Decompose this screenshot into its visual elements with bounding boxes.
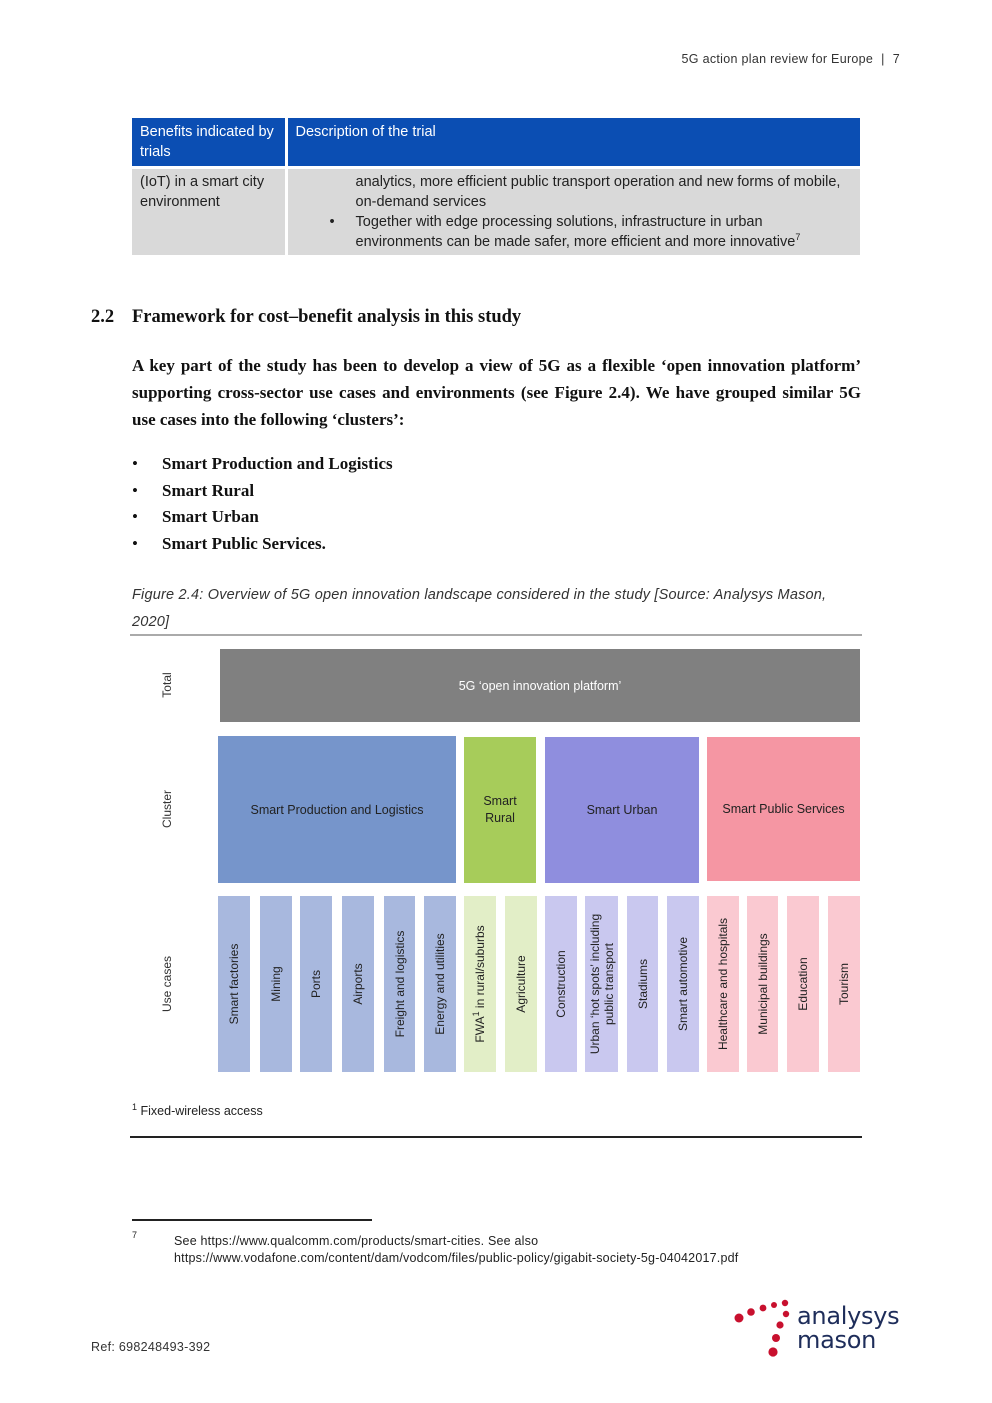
use-case-bar <box>828 896 860 1072</box>
cluster-label: Smart Urban <box>586 803 658 817</box>
analysys-mason-logo <box>733 1298 913 1360</box>
use-case-label: Stadiums <box>635 958 650 1010</box>
footnote-rule <box>132 1219 372 1221</box>
fwa-prefix: FWA <box>473 1016 487 1043</box>
logo-line: analysys <box>797 1302 900 1330</box>
use-case-bar <box>585 896 618 1072</box>
trial-benefits-table <box>132 118 860 255</box>
figure-note-text: Fixed-wireless access <box>140 1104 263 1118</box>
use-case-bar <box>424 896 456 1072</box>
logo-dots-icon <box>733 1298 797 1360</box>
bullet-text: Together with edge processing solutions, infrastructure in urban environments can be made safer, more efficient and more innovative <box>355 214 796 250</box>
figure-caption: Figure 2.4: Overview of 5G open innovation landscape considered in the study [Source: Analysys Mason, 2020] <box>132 587 827 630</box>
use-case-bar <box>218 896 250 1072</box>
use-case-label: Airports <box>351 963 365 1005</box>
use-case-bar <box>707 896 739 1072</box>
use-case-bar <box>545 896 577 1072</box>
use-case-label: Smart factories <box>227 943 241 1025</box>
figure-note <box>132 1101 263 1118</box>
fwa-suffix: in rural/suburbs <box>473 925 487 1012</box>
footnote-text <box>174 1233 738 1267</box>
use-case-label: Smart automotive <box>676 936 690 1032</box>
benefit-cell: (IoT) in a smart city environment <box>132 168 286 256</box>
list-item: • Smart Rural <box>132 481 393 508</box>
cluster-label: Smart Production and Logistics <box>250 802 424 817</box>
list-item: • Smart Production and Logistics <box>132 454 393 481</box>
column-header-description: Description of the trial <box>286 118 860 168</box>
logo-line: mason <box>797 1326 876 1354</box>
use-case-label: Construction <box>554 950 568 1018</box>
figure-note-number: 1 <box>132 1101 138 1112</box>
section-title: Framework for cost–benefit analysis in this study <box>132 307 522 327</box>
document-reference: Ref: 698248493-392 <box>91 1340 211 1354</box>
use-case-bar <box>260 896 292 1072</box>
footnote-line: https://www.vodafone.com/content/dam/vodcom/files/public-policy/gigabit-society-5g-04042017.pdf <box>174 1251 739 1265</box>
description-bullet <box>296 212 853 252</box>
cluster-list <box>132 454 393 561</box>
use-case-label: Urban ‘hot spots’ including public transport <box>587 913 616 1055</box>
use-case-label: Healthcare and hospitals <box>716 917 730 1051</box>
row-label-use-cases: Use cases <box>160 955 174 1013</box>
use-case-label: Energy and utilities <box>433 933 447 1035</box>
use-case-bar <box>627 896 658 1072</box>
use-case-bar <box>787 896 819 1072</box>
page-header <box>682 52 900 66</box>
section-number: 2.2 <box>91 307 115 327</box>
use-case-bar <box>667 896 699 1072</box>
document-title: 5G action plan review for Europe <box>681 52 874 66</box>
cluster-production-box <box>218 736 456 883</box>
page-number: 7 <box>892 52 900 66</box>
use-case-bar <box>464 896 496 1072</box>
use-case-label: Agriculture <box>514 955 528 1013</box>
section-paragraph: A key part of the study has been to develop a view of 5G as a flexible ‘open innovation platform’ supporting cross-sector use cases and environments (see Figure 2.4). We have grouped similar 5G use cases into the following ‘clusters’: <box>132 356 861 429</box>
use-case-bar <box>300 896 332 1072</box>
cluster-rural-box <box>464 737 536 883</box>
section-heading <box>91 307 521 328</box>
cluster-label: Smart Rural <box>483 794 517 825</box>
header-separator: | <box>881 52 885 66</box>
list-item: • Smart Public Services. <box>132 534 393 561</box>
use-case-bar <box>384 896 415 1072</box>
fwa-note-ref: 1 <box>471 1011 481 1017</box>
bullet-icon: • <box>329 214 335 230</box>
row-label-cluster: Cluster <box>160 790 174 829</box>
use-case-bar <box>342 896 374 1072</box>
logo-wordmark <box>797 1304 899 1352</box>
table-row <box>132 168 860 256</box>
footnote-reference: 7 <box>795 232 801 243</box>
list-item: • Smart Urban <box>132 507 393 534</box>
cluster-label: Smart Public Services <box>722 802 845 816</box>
row-label-total: Total <box>160 672 174 698</box>
use-case-bar <box>747 896 778 1072</box>
platform-box <box>220 649 860 722</box>
use-case-label: Freight and logistics <box>392 930 407 1038</box>
footnote-line: See https://www.qualcomm.com/products/smart-cities. See also <box>174 1234 539 1248</box>
column-header-benefits: Benefits indicated by trials <box>132 118 286 168</box>
footnote-number: 7 <box>132 1230 138 1240</box>
use-case-label: Education <box>796 957 810 1011</box>
cluster-urban-box <box>545 737 699 883</box>
use-case-label: Mining <box>269 966 283 1002</box>
figure-top-rule <box>130 634 862 636</box>
use-case-label: Tourism <box>837 963 851 1006</box>
use-case-label: Municipal buildings <box>755 933 770 1035</box>
use-case-label <box>473 899 487 1069</box>
table-header-row <box>132 118 860 168</box>
figure-bottom-rule <box>130 1136 862 1138</box>
description-cell <box>286 168 860 256</box>
use-case-bar <box>505 896 537 1072</box>
use-case-label: Ports <box>309 970 323 999</box>
platform-label: 5G ‘open innovation platform’ <box>458 678 622 693</box>
description-continuation: analytics, more efficient public transport operation and new forms of mobile, on-demand services <box>355 174 841 210</box>
cluster-public-box <box>707 737 860 881</box>
